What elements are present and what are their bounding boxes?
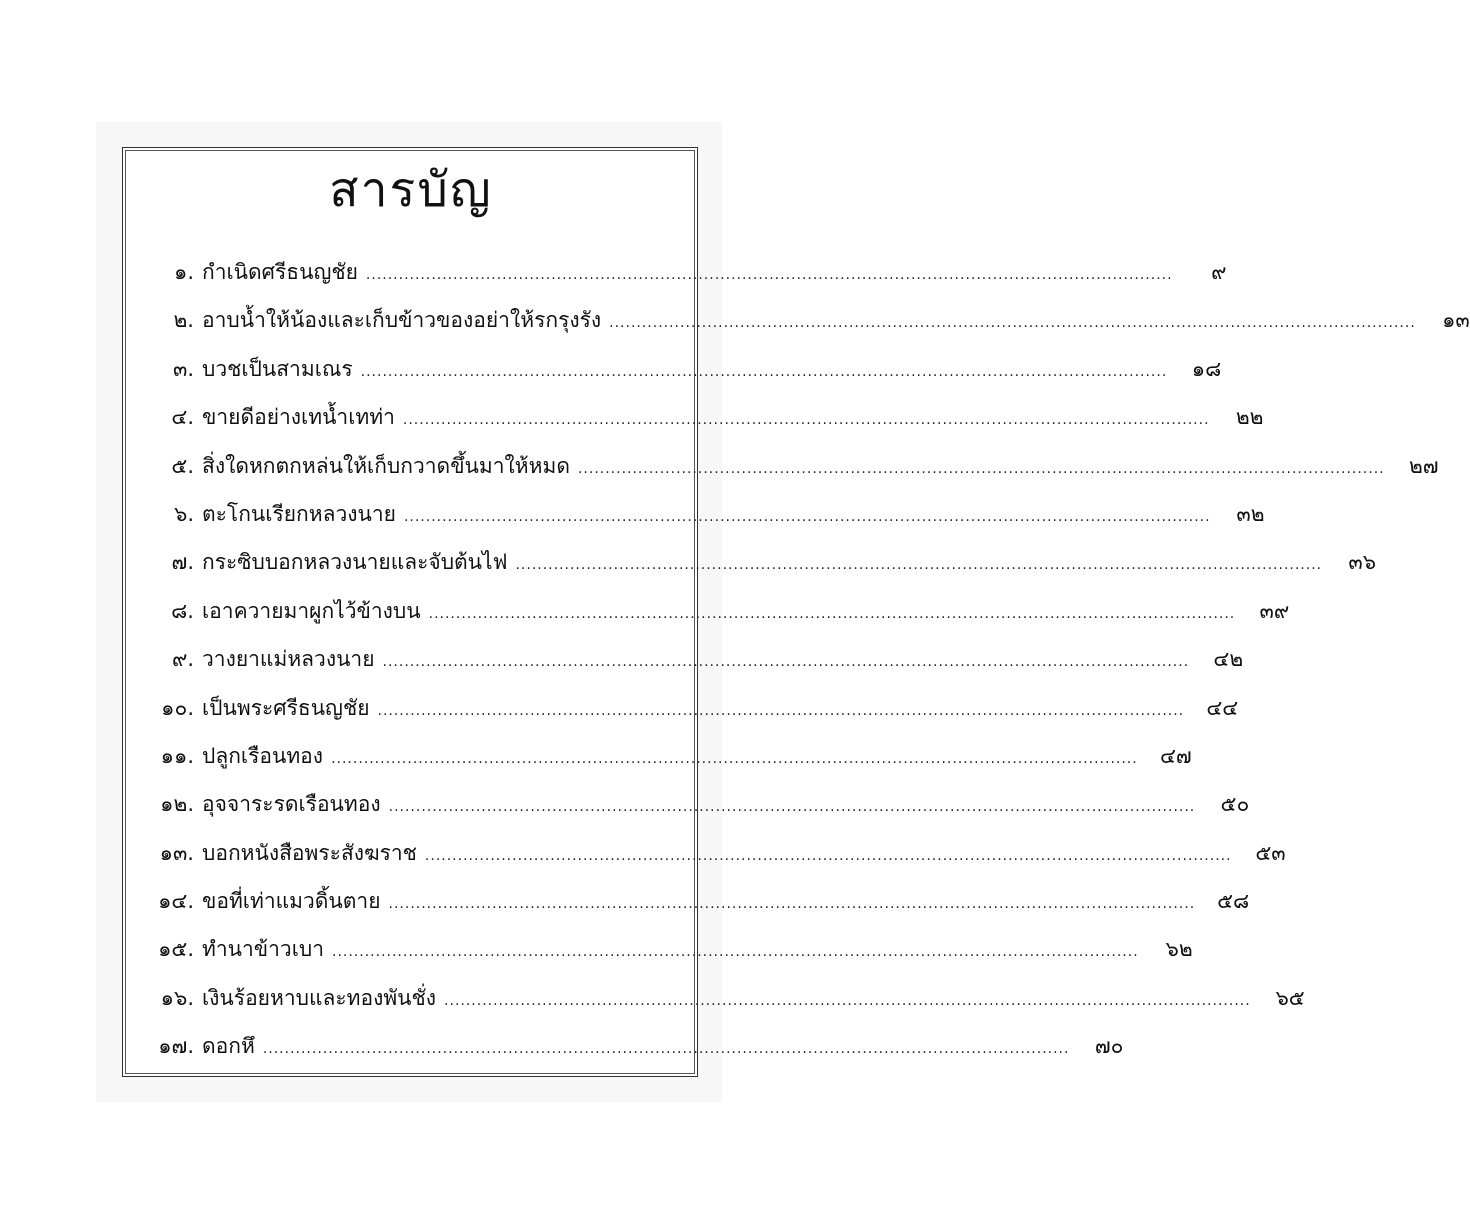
dot-leader	[404, 493, 1211, 541]
dot-leader	[389, 880, 1196, 928]
entry-page-number: ๖๕	[1275, 985, 1305, 1010]
entry-title: ขายดีอย่างเทน้ำเทท่า	[202, 405, 395, 430]
entry-number: ๔.	[171, 405, 194, 430]
entry-title: ตะโกนเรียกหลวงนาย	[202, 501, 396, 526]
entry-number: ๑๑.	[160, 743, 194, 768]
entry-number: ๖.	[173, 501, 194, 526]
entry-page-number: ๑๘	[1191, 356, 1222, 381]
dot-leader	[332, 928, 1139, 976]
toc-entry	[140, 442, 1439, 490]
entry-number: ๙.	[171, 647, 194, 672]
entry-number: ๑.	[173, 260, 194, 284]
toc-entry	[140, 393, 1264, 441]
entry-title: เงินร้อยหาบและทองพันชั่ง	[202, 985, 437, 1010]
entry-title: เอาควายมาผูกไว้ข้างบน	[202, 598, 421, 623]
entry-number: ๑๕.	[158, 937, 194, 962]
entry-number: ๑๓.	[159, 840, 194, 865]
entry-number: ๓.	[172, 356, 194, 381]
dot-leader	[515, 541, 1322, 589]
dot-leader	[429, 590, 1236, 638]
entry-page-number: ๙	[1211, 260, 1227, 284]
toc-entry	[140, 635, 1244, 683]
dot-leader	[361, 348, 1168, 396]
table-of-contents	[140, 248, 1470, 1071]
entry-page-number: ๒๒	[1235, 405, 1264, 430]
toc-entry	[140, 587, 1290, 635]
dot-leader	[389, 783, 1196, 831]
entry-title: บอกหนังสือพระสังฆราช	[202, 840, 417, 865]
entry-number: ๑๐.	[161, 695, 194, 720]
entry-page-number: ๔๗	[1160, 743, 1192, 768]
entry-title: อาบน้ำให้น้องและเก็บข้าวของอย่าให้รกรุงรัง	[202, 308, 602, 333]
dot-leader	[609, 299, 1416, 347]
entry-page-number: ๕๓	[1255, 840, 1286, 865]
toc-entry	[140, 248, 1227, 296]
dot-leader	[331, 735, 1138, 783]
dot-leader	[383, 638, 1190, 686]
entry-page-number: ๓๒	[1236, 501, 1265, 526]
entry-page-number: ๔๒	[1213, 647, 1244, 672]
entry-title: เป็นพระศรีธนญชัย	[202, 695, 370, 720]
dot-leader	[378, 687, 1185, 735]
entry-title: กระซิบบอกหลวงนายและจับต้นไฟ	[202, 550, 508, 575]
toc-entry	[140, 877, 1250, 925]
entry-title: ดอกหึ	[202, 1034, 255, 1059]
entry-page-number: ๑๓	[1442, 308, 1470, 333]
entry-page-number: ๕๘	[1217, 889, 1250, 914]
toc-entry	[140, 490, 1265, 538]
entry-page-number: ๗๐	[1094, 1034, 1124, 1059]
toc-entry	[140, 296, 1470, 344]
entry-title: สิ่งใดหกตกหล่นให้เก็บกวาดขึ้นมาให้หมด	[202, 453, 570, 478]
entry-number: ๑๖.	[160, 985, 194, 1010]
dot-leader	[403, 396, 1210, 444]
toc-entry	[140, 684, 1239, 732]
toc-entry	[140, 538, 1377, 586]
entry-title: วางยาแม่หลวงนาย	[202, 647, 375, 672]
toc-entry	[140, 925, 1193, 973]
entry-title: ขอที่เท่าแมวดิ้นตาย	[202, 889, 381, 914]
toc-entry	[140, 780, 1250, 828]
dot-leader	[366, 251, 1173, 299]
entry-number: ๒.	[173, 308, 194, 333]
dot-leader	[444, 977, 1251, 1025]
entry-number: ๕.	[171, 453, 194, 478]
entry-number: ๘.	[171, 598, 194, 623]
entry-number: ๑๒.	[160, 792, 194, 817]
toc-entry	[140, 345, 1222, 393]
entry-number: ๗.	[171, 550, 194, 575]
toc-entry	[140, 974, 1305, 1022]
entry-title: บวชเป็นสามเณร	[202, 356, 353, 381]
entry-number: ๑๗.	[158, 1034, 194, 1059]
dot-leader	[578, 445, 1385, 493]
entry-title: กำเนิดศรีธนญชัย	[202, 260, 358, 284]
page-title: สารบัญ	[329, 162, 493, 218]
entry-page-number: ๖๒	[1165, 937, 1193, 962]
toc-entry	[140, 1022, 1124, 1070]
dot-leader	[425, 832, 1232, 880]
toc-entry	[140, 732, 1192, 780]
entry-number: ๑๔.	[158, 889, 194, 914]
dot-leader	[263, 1025, 1070, 1073]
entry-page-number: ๔๔	[1206, 695, 1239, 720]
toc-entry	[140, 829, 1286, 877]
entry-title: ปลูกเรือนทอง	[202, 743, 324, 768]
entry-page-number: ๓๖	[1348, 550, 1377, 575]
entry-page-number: ๕๐	[1220, 792, 1250, 817]
entry-page-number: ๒๗	[1408, 453, 1439, 478]
entry-page-number: ๓๙	[1259, 598, 1290, 623]
entry-title: อุจจาระรดเรือนทอง	[202, 792, 381, 817]
entry-title: ทำนาข้าวเบา	[202, 937, 325, 962]
